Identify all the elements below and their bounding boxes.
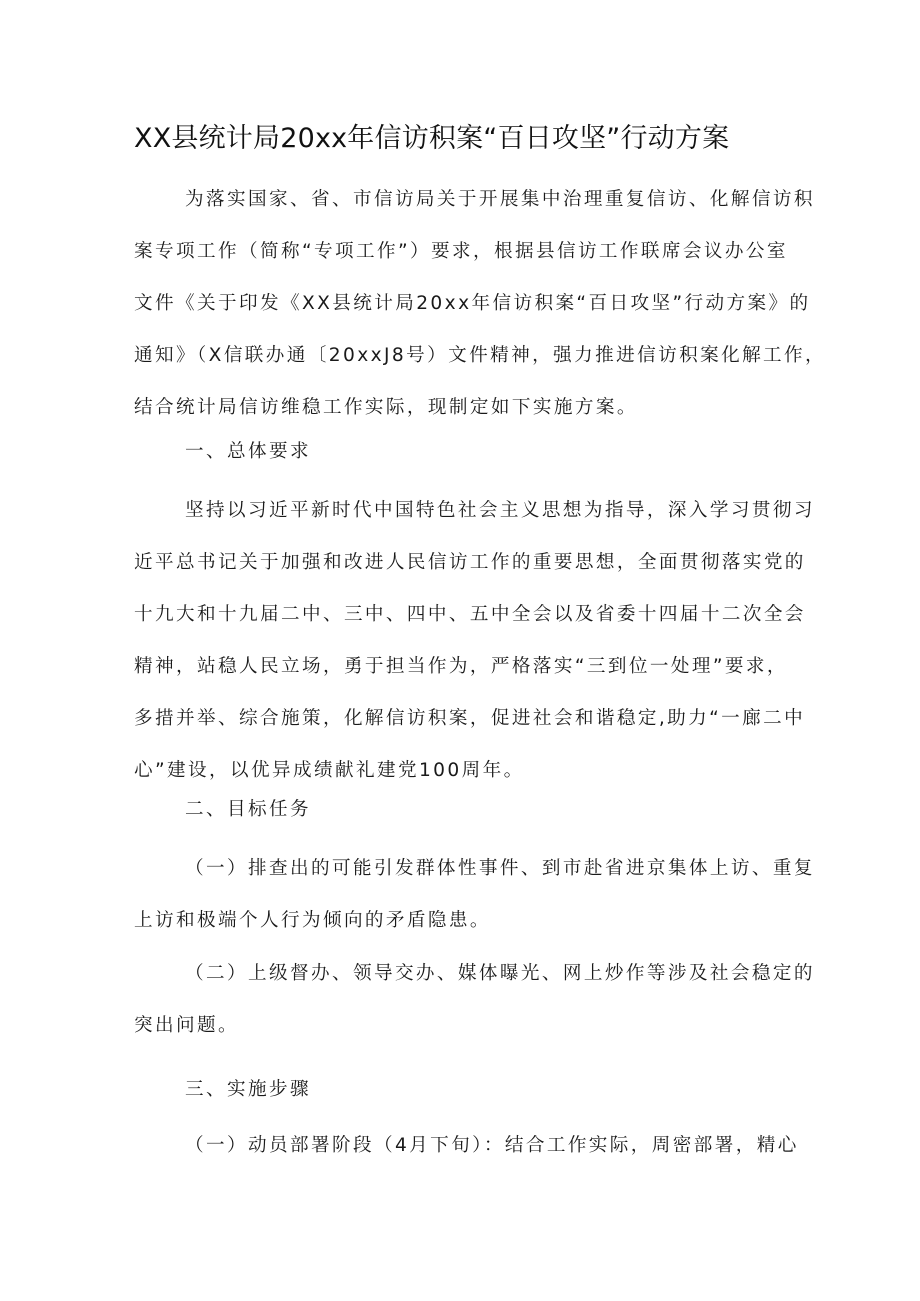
section-heading-steps: 三、实施步骤 bbox=[185, 1079, 311, 1100]
section-general-paragraph bbox=[134, 485, 815, 797]
paragraph-line: 为落实国家、省、市信访局关于开展集中治理重复信访、化解信访积 bbox=[185, 189, 815, 210]
paragraph-line: 文件《关于印发《XX县统计局20xx年信访积案“百日攻坚”行动方案》的 bbox=[134, 293, 811, 314]
paragraph-line: 十九大和十九届二中、三中、四中、五中全会以及省委十四届十二次全会 bbox=[134, 604, 806, 625]
paragraph-line: （一）排查出的可能引发群体性事件、到市赴省进京集体上访、重复 bbox=[185, 858, 815, 879]
paragraph-line: （一）动员部署阶段（4月下旬）：结合工作实际，周密部署，精心 bbox=[185, 1135, 799, 1156]
paragraph-line: 通知》（X信联办通〔20xxJ8号）文件精神，强力推进信访积案化解工作， bbox=[134, 345, 827, 366]
paragraph-line: 案专项工作（简称“专项工作”）要求，根据县信访工作联席会议办公室 bbox=[134, 241, 788, 262]
paragraph-line: 精神，站稳人民立场，勇于担当作为，严格落实“三到位一处理”要求， bbox=[134, 656, 788, 677]
paragraph-line: 心”建设，以优异成绩献礼建党100周年。 bbox=[134, 760, 525, 781]
section-heading-general: 一、总体要求 bbox=[185, 441, 311, 462]
steps-item-1 bbox=[134, 1120, 799, 1172]
intro-paragraph bbox=[134, 174, 827, 434]
paragraph-line: 多措并举、综合施策，化解信访积案，促进社会和谐稳定,助力“一廊二中 bbox=[134, 708, 806, 729]
paragraph-line: 上访和极端个人行为倾向的矛盾隐患。 bbox=[134, 910, 491, 931]
paragraph-line: 坚持以习近平新时代中国特色社会主义思想为指导，深入学习贯彻习 bbox=[185, 500, 815, 521]
paragraph-line: 突出问题。 bbox=[134, 1015, 239, 1036]
paragraph-line: （二）上级督办、领导交办、媒体曝光、网上炒作等涉及社会稳定的 bbox=[185, 963, 815, 984]
paragraph-line: 结合统计局信访维稳工作实际，现制定如下实施方案。 bbox=[134, 397, 638, 418]
goals-item-2 bbox=[134, 948, 815, 1052]
goals-item-1 bbox=[134, 843, 815, 947]
section-heading-goals: 二、目标任务 bbox=[185, 799, 311, 820]
paragraph-line: 近平总书记关于加强和改进人民信访工作的重要思想，全面贯彻落实党的 bbox=[134, 552, 806, 573]
document-title: XX县统计局20xx年信访积案“百日攻坚”行动方案 bbox=[134, 123, 730, 154]
